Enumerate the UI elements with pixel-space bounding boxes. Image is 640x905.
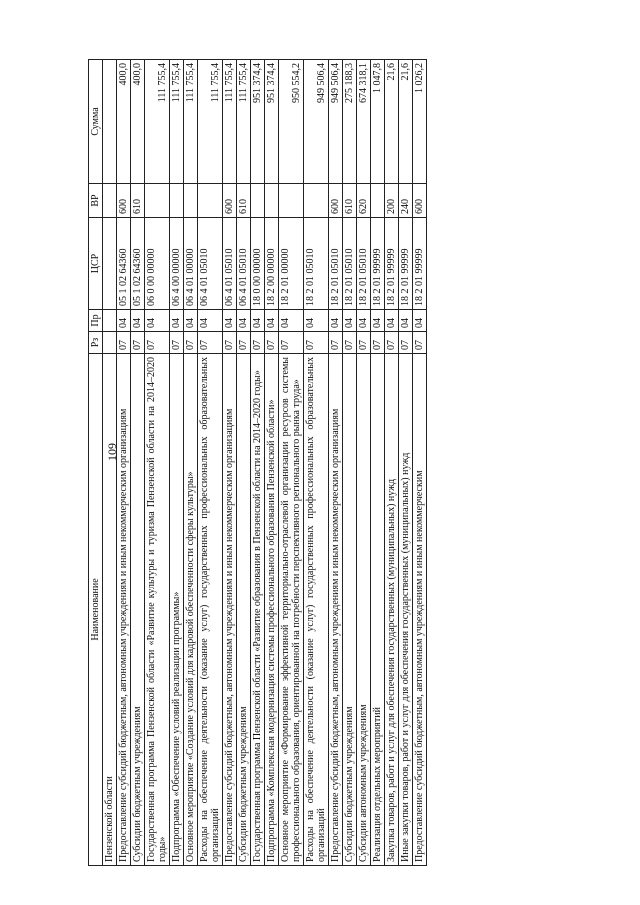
table-row (117, 60, 131, 866)
row-name: Предоставление субсидий бюджетным, автономным учреждениям и иным некоммерческим организациям (223, 354, 237, 866)
row-sum: 1 047,8 (371, 60, 385, 184)
row-vr: 610 (343, 184, 357, 218)
row-vr: 610 (131, 184, 145, 218)
row-csr: 18 2 01 99999 (385, 218, 399, 310)
row-rz: 07 (343, 332, 357, 354)
row-name: Иные закупки товаров, работ и услуг для обеспечения государственных (муниципальных) нужд (399, 354, 413, 866)
table-row (103, 60, 117, 866)
row-csr: 18 2 01 05010 (357, 218, 371, 310)
table-row (329, 60, 343, 866)
row-sum: 949 506,4 (304, 60, 329, 184)
row-vr (198, 184, 223, 218)
row-vr (145, 184, 170, 218)
row-sum: 400,0 (117, 60, 131, 184)
row-sum: 951 374,4 (265, 60, 279, 184)
budget-table (88, 59, 427, 866)
row-rz: 07 (385, 332, 399, 354)
row-pr: 04 (279, 310, 304, 332)
row-csr: 06 4 00 00000 (170, 218, 184, 310)
table-row (385, 60, 399, 866)
row-pr: 04 (371, 310, 385, 332)
row-sum: 951 374,4 (251, 60, 265, 184)
row-pr: 04 (237, 310, 251, 332)
row-sum: 111 755,4 (145, 60, 170, 184)
row-csr: 06 4 01 00000 (184, 218, 198, 310)
row-csr: 06 0 00 00000 (145, 218, 170, 310)
row-name: Пензенской области (103, 354, 117, 866)
row-name: Предоставление субсидий бюджетным, автономным учреждениям и иным некоммерческим (413, 354, 427, 866)
row-rz: 07 (251, 332, 265, 354)
row-name: Государственная программа Пензенской области «Развитие культуры и туризма Пензенской области на 2014–2020 годы» (145, 354, 170, 866)
row-csr: 06 4 01 05010 (198, 218, 223, 310)
row-vr: 600 (329, 184, 343, 218)
row-csr: 18 2 00 00000 (265, 218, 279, 310)
header-rz: Рз (89, 332, 103, 354)
row-name: Основное мероприятие «Создание условий для кадровой обеспеченности сферы культуры» (184, 354, 198, 866)
header-csr: ЦСР (89, 218, 103, 310)
table-row (399, 60, 413, 866)
row-name: Предоставление субсидий бюджетным, автономным учреждениям и иным некоммерческим организациям (329, 354, 343, 866)
row-csr (103, 218, 117, 310)
row-sum: 950 554,2 (279, 60, 304, 184)
row-sum: 111 755,4 (237, 60, 251, 184)
row-pr (103, 310, 117, 332)
row-csr: 18 0 00 00000 (251, 218, 265, 310)
row-rz: 07 (237, 332, 251, 354)
row-rz: 07 (371, 332, 385, 354)
table-row (304, 60, 329, 866)
rotated-page-content (88, 60, 570, 866)
row-vr (184, 184, 198, 218)
page-number: 109 (105, 443, 119, 461)
row-csr: 18 2 01 99999 (413, 218, 427, 310)
row-rz: 07 (131, 332, 145, 354)
row-vr (251, 184, 265, 218)
row-sum: 111 755,4 (170, 60, 184, 184)
row-sum: 21,6 (385, 60, 399, 184)
row-name: Субсидии бюджетным учреждениям (131, 354, 145, 866)
header-vr: ВР (89, 184, 103, 218)
row-pr: 04 (223, 310, 237, 332)
row-pr: 04 (413, 310, 427, 332)
row-rz (103, 332, 117, 354)
row-rz: 07 (184, 332, 198, 354)
row-csr: 05 1 02 64360 (131, 218, 145, 310)
row-pr: 04 (198, 310, 223, 332)
table-row (237, 60, 251, 866)
row-sum: 1 026,2 (413, 60, 427, 184)
row-sum: 400,0 (131, 60, 145, 184)
row-name: Подпрограмма «Комплексная модернизация системы профессионального образования Пензенской области» (265, 354, 279, 866)
row-csr: 18 2 01 00000 (279, 218, 304, 310)
row-pr: 04 (131, 310, 145, 332)
row-name: Предоставление субсидий бюджетным, автономным учреждениям и иным некоммерческим организациям (117, 354, 131, 866)
row-csr: 06 4 01 05010 (237, 218, 251, 310)
row-rz: 07 (265, 332, 279, 354)
table-row (343, 60, 357, 866)
row-rz: 07 (357, 332, 371, 354)
row-csr: 18 2 01 99999 (399, 218, 413, 310)
row-vr (304, 184, 329, 218)
table-row (170, 60, 184, 866)
row-pr: 04 (251, 310, 265, 332)
row-vr (170, 184, 184, 218)
header-name: Наименование (89, 354, 103, 866)
row-name: Основное мероприятие «Формирование эффективной территориально-отраслевой организации ресурсов системы профессионального образования, ориентированной на потребности перспективного регионального рынка труда» (279, 354, 304, 866)
row-vr (371, 184, 385, 218)
row-sum: 674 318,1 (357, 60, 371, 184)
row-rz: 07 (279, 332, 304, 354)
table-row (371, 60, 385, 866)
row-name: Субсидии бюджетным учреждениям (237, 354, 251, 866)
row-name: Подпрограмма «Обеспечение условий реализации программы» (170, 354, 184, 866)
row-pr: 04 (117, 310, 131, 332)
row-rz: 07 (304, 332, 329, 354)
row-vr (279, 184, 304, 218)
row-vr: 600 (413, 184, 427, 218)
row-sum: 111 755,4 (198, 60, 223, 184)
row-csr: 05 1 02 64360 (117, 218, 131, 310)
row-vr (265, 184, 279, 218)
table-row (265, 60, 279, 866)
row-csr: 18 2 01 05010 (343, 218, 357, 310)
row-rz: 07 (329, 332, 343, 354)
row-rz: 07 (223, 332, 237, 354)
row-rz: 07 (145, 332, 170, 354)
row-vr: 600 (117, 184, 131, 218)
table-row (251, 60, 265, 866)
row-sum: 275 188,3 (343, 60, 357, 184)
row-sum (103, 60, 117, 184)
row-rz: 07 (117, 332, 131, 354)
row-pr: 04 (399, 310, 413, 332)
table-row (184, 60, 198, 866)
row-rz: 07 (413, 332, 427, 354)
row-rz: 07 (198, 332, 223, 354)
row-pr: 04 (385, 310, 399, 332)
row-vr: 240 (399, 184, 413, 218)
table-row (131, 60, 145, 866)
table-row (223, 60, 237, 866)
table-row (198, 60, 223, 866)
row-sum: 111 755,4 (184, 60, 198, 184)
table-row (357, 60, 371, 866)
table-row (145, 60, 170, 866)
row-csr: 18 2 01 05010 (304, 218, 329, 310)
row-vr (103, 184, 117, 218)
row-pr: 04 (357, 310, 371, 332)
table-row (279, 60, 304, 866)
table-header-row (89, 60, 103, 866)
row-vr: 600 (223, 184, 237, 218)
table-row (413, 60, 427, 866)
row-name: Реализация отдельных мероприятий (371, 354, 385, 866)
row-vr: 620 (357, 184, 371, 218)
row-name: Расходы на обеспечение деятельности (оказание услуг) государственных профессиональных образовательных организаций (198, 354, 223, 866)
row-sum: 21,6 (399, 60, 413, 184)
row-pr: 04 (329, 310, 343, 332)
row-rz: 07 (170, 332, 184, 354)
header-pr: Пр (89, 310, 103, 332)
row-pr: 04 (145, 310, 170, 332)
row-pr: 04 (265, 310, 279, 332)
row-csr: 18 2 01 05010 (329, 218, 343, 310)
row-name: Расходы на обеспечение деятельности (оказание услуг) государственных профессиональных образовательных организаций (304, 354, 329, 866)
row-name: Государственная программа Пензенской области «Развитие образования в Пензенской области на 2014–2020 годы» (251, 354, 265, 866)
row-pr: 04 (184, 310, 198, 332)
row-csr: 06 4 01 05010 (223, 218, 237, 310)
row-vr: 610 (237, 184, 251, 218)
row-pr: 04 (170, 310, 184, 332)
header-sum: Сумма (89, 60, 103, 184)
row-sum: 111 755,4 (223, 60, 237, 184)
row-name: Субсидии автономным учреждениям (357, 354, 371, 866)
row-sum: 949 506,4 (329, 60, 343, 184)
row-pr: 04 (343, 310, 357, 332)
row-pr: 04 (304, 310, 329, 332)
row-name: Субсидии бюджетным учреждениям (343, 354, 357, 866)
row-rz: 07 (399, 332, 413, 354)
row-vr: 200 (385, 184, 399, 218)
row-csr: 18 2 01 99999 (371, 218, 385, 310)
row-name: Закупка товаров, работ и услуг для обеспечения государственных (муниципальных) нужд (385, 354, 399, 866)
